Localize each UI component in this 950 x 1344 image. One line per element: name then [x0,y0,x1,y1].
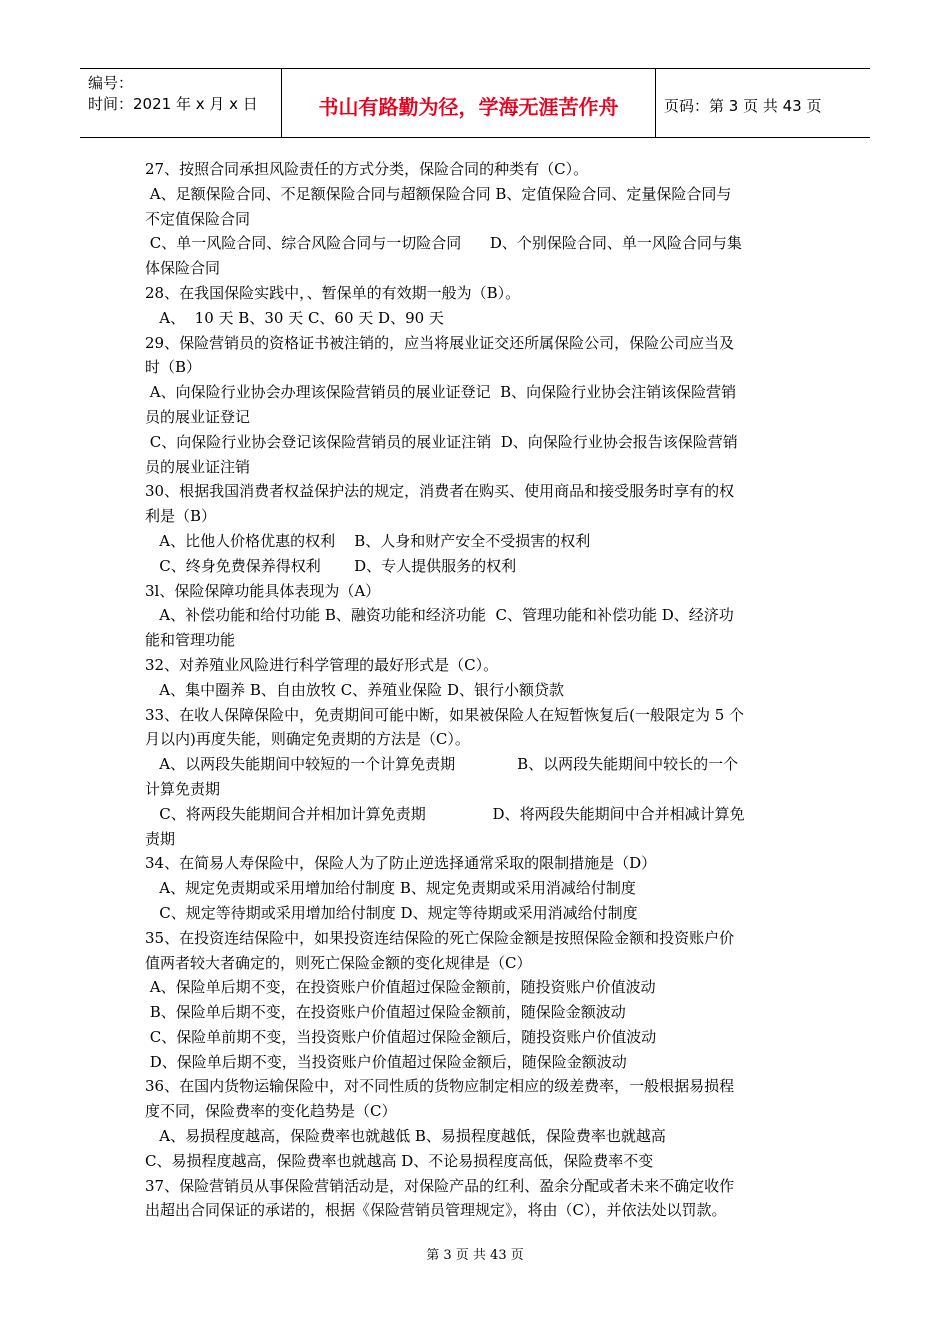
text-line: 责期 [145,829,176,848]
text-line: D、保险单后期不变，当投资账户价值超过保险金额后，随保险金额波动 [145,1052,627,1071]
text-line: C、易损程度越高，保险费率也就越高 D、不论易损程度高低，保险费率不变 [145,1151,654,1170]
document-date: 时间：2021 年 x 月 x 日 [88,95,258,113]
text-line: C、向保险行业协会登记该保险营销员的展业证注销 D、向保险行业协会报告该保险营销 [145,432,738,451]
text-line: 27、按照合同承担风险责任的方式分类，保险合同的种类有（C）。 [145,160,589,178]
text-line: 月以内)再度失能，则确定免责期的方法是（C）。 [145,730,470,749]
text-line: A、保险单后期不变，在投资账户价值超过保险金额前，随投资账户价值波动 [145,978,656,997]
text-line: A、补偿功能和给付功能 B、融资功能和经济功能 C、管理功能和补偿功能 D、经济功 [145,606,734,625]
text-line: C、规定等待期或采用增加给付制度 D、规定等待期或采用消减给付制度 [145,903,638,922]
text-line: A、足额保险合同、不足额保险合同与超额保险合同 B、定值保险合同、定量保险合同与 [145,184,732,203]
text-line: 利是（B） [145,507,217,526]
page-header [80,68,870,138]
text-line: 32、对养殖业风险进行科学管理的最好形式是（C）。 [145,655,499,674]
text-line: 不定值保险合同 [145,209,251,228]
text-line: 出超出合同保证的承诺的，根据《保险营销员管理规定》，将由（C），并依法处以罚款。 [145,1201,727,1220]
header-motto: 书山有路勤为径，学海无涯苦作舟 [282,69,656,137]
text-line: 3l、保险保障功能具体表现为（A） [145,581,381,600]
text-line: 35、在投资连结保险中，如果投资连结保险的死亡保险金额是按照保险金额和投资账户价 [145,928,735,947]
text-line: A、向保险行业协会办理该保险营销员的展业证登记 B、向保险行业协会注销该保险营销 [145,383,737,402]
document-number-label: 编号： [88,74,134,92]
text-line: 37、保险营销员从事保险营销活动是，对保险产品的红利、盈余分配或者未来不确定收作 [145,1176,735,1195]
text-line: 值两者较大者确定的，则死亡保险金额的变化规律是（C） [145,953,532,972]
text-line: C、保险单前期不变，当投资账户价值超过保险金额后，随投资账户价值波动 [145,1027,657,1046]
text-line: A、比他人价格优惠的权利 B、人身和财产安全不受损害的权利 [145,531,591,550]
text-line: 员的展业证登记 [145,407,251,426]
page-footer: 第 3 页 共 43 页 [426,1248,524,1263]
text-line: 33、在收人保障保险中，免责期间可能中断，如果被保险人在短暂恢复后(一般限定为 5 个 [145,705,745,724]
header-page-number: 页码：第 3 页 共 43 页 [664,96,822,115]
text-line: A、易损程度越高，保险费率也就越低 B、易损程度越低，保险费率也就越高 [145,1127,666,1146]
text-line: 员的展业证注销 [145,457,251,476]
text-line: 28、在我国保险实践中，、暂保单的有效期一般为（B）。 [145,283,521,302]
text-line: 能和管理功能 [145,631,236,650]
text-line: A、规定免责期或采用增加给付制度 B、规定免责期或采用消减给付制度 [145,879,636,898]
text-line: 30、根据我国消费者权益保护法的规定，消费者在购买、使用商品和接受服务时享有的权 [145,482,735,501]
text-line: 29、保险营销员的资格证书被注销的，应当将展业证交还所属保险公司，保险公司应当及 [145,333,735,352]
text-line: 体保险合同 [145,259,221,278]
text-line: 度不同，保险费率的变化趋势是（C） [145,1102,397,1121]
text-line: C、将两段失能期间合并相加计算免责期 D、将两段失能期间中合并相减计算免 [145,804,745,823]
text-line: 计算免责期 [145,779,221,798]
text-line: A、以两段失能期间中较短的一个计算免责期 B、以两段失能期间中较长的一个 [145,755,739,774]
text-line: C、终身免费保养得权利 D、专人提供服务的权利 [145,556,517,575]
document-body [145,157,815,1223]
text-line: B、保险单后期不变，在投资账户价值超过保险金额前，随保险金额波动 [145,1003,626,1022]
header-meta [80,69,282,137]
text-line: 36、在国内货物运输保险中，对不同性质的货物应制定相应的级差费率，一般根据易损程 [145,1077,735,1096]
text-line: 34、在简易人寿保险中，保险人为了防止逆选择通常采取的限制措施是（D） [145,854,657,873]
text-line: 时（B） [145,358,202,377]
text-line: A、集中圈养 B、自由放牧 C、养殖业保险 D、银行小额贷款 [145,680,564,699]
text-line: C、单一风险合同、综合风险合同与一切险合同 D、个别保险合同、单一风险合同与集 [145,234,742,253]
text-line: A、 10 天 B、30 天 C、60 天 D、90 天 [145,308,444,327]
